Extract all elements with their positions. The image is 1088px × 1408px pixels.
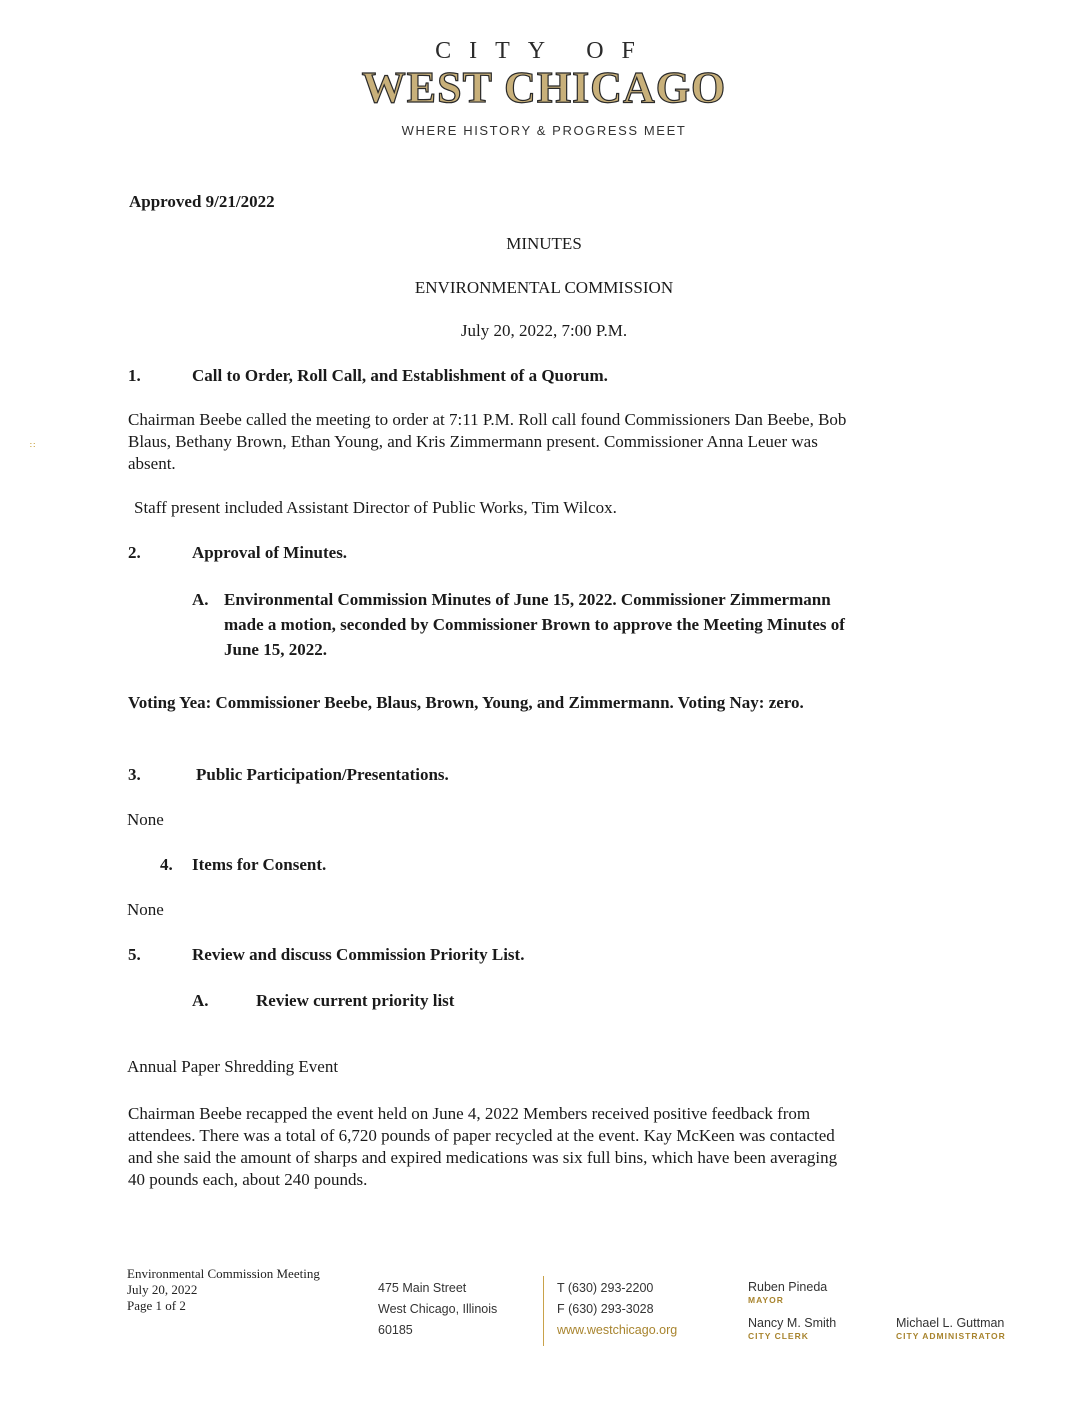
- section-5a-heading: Review current priority list: [256, 991, 455, 1010]
- section-5-heading: Review and discuss Commission Priority List.: [192, 945, 525, 964]
- section-4-number: 4.: [160, 855, 173, 874]
- section-1-heading: Call to Order, Roll Call, and Establishment of a Quorum.: [192, 366, 608, 385]
- section-4-heading: Items for Consent.: [192, 855, 327, 874]
- mayor-name: Ruben Pineda: [748, 1280, 828, 1294]
- section-2a-line-2: made a motion, seconded by Commissioner Brown to approve the Meeting Minutes of: [224, 615, 845, 634]
- footer-address: [378, 1278, 497, 1341]
- letterhead-tagline: WHERE HISTORY & PROGRESS MEET: [401, 123, 687, 138]
- section-2a-label: A.: [192, 590, 209, 609]
- commission-name: ENVIRONMENTAL COMMISSION: [414, 278, 674, 297]
- footer-divider: [543, 1276, 544, 1346]
- footer-contact: [557, 1278, 677, 1341]
- section-5a-label: A.: [192, 991, 209, 1010]
- shredding-paragraph-line-3: and she said the amount of sharps and expired medications was six full bins, which have been averaging: [128, 1148, 838, 1167]
- section-1-paragraph-line-1: Chairman Beebe called the meeting to order at 7:11 P.M. Roll call found Commissioners Dan Beebe, Bob: [128, 410, 847, 429]
- section-3-number: 3.: [128, 765, 141, 784]
- mayor-title: MAYOR: [748, 1295, 784, 1305]
- shredding-paragraph-line-1: Chairman Beebe recapped the event held on June 4, 2022 Members received positive feedback from: [128, 1104, 811, 1123]
- approved-date: Approved 9/21/2022: [129, 192, 275, 211]
- section-2a-line-3: June 15, 2022.: [224, 640, 327, 659]
- section-1-paragraph-line-3: absent.: [128, 454, 176, 473]
- staff-present: Staff present included Assistant Director of Public Works, Tim Wilcox.: [134, 498, 617, 517]
- vote-result: Voting Yea: Commissioner Beebe, Blaus, Brown, Young, and Zimmermann. Voting Nay: zero.: [128, 693, 804, 712]
- shredding-event-title: Annual Paper Shredding Event: [127, 1057, 339, 1076]
- section-2-number: 2.: [128, 543, 141, 562]
- administrator-name: Michael L. Guttman: [896, 1316, 1005, 1330]
- section-2a-line-1: Environmental Commission Minutes of June 15, 2022. Commissioner Zimmermann: [224, 590, 831, 609]
- letterhead-city-name: WEST CHICAGO: [361, 63, 727, 112]
- footer-clerk: [748, 1316, 836, 1341]
- section-1-number: 1.: [128, 366, 141, 385]
- footer-phone: T (630) 293-2200: [557, 1281, 654, 1295]
- document-title: MINUTES: [506, 234, 582, 253]
- shredding-paragraph-line-4: 40 pounds each, about 240 pounds.: [128, 1170, 368, 1189]
- footer-address-street: 475 Main Street: [378, 1281, 467, 1295]
- footer-meeting-date: July 20, 2022: [127, 1282, 198, 1297]
- footer-website-link[interactable]: www.westchicago.org: [557, 1323, 678, 1337]
- letterhead-city-of: CITY OF: [435, 38, 653, 64]
- footer-fax: F (630) 293-3028: [557, 1302, 654, 1316]
- section-4-body: None: [127, 900, 164, 919]
- margin-mark: ∷: [30, 441, 36, 450]
- clerk-name: Nancy M. Smith: [748, 1316, 837, 1330]
- section-5-number: 5.: [128, 945, 141, 964]
- section-3-body: None: [127, 810, 164, 829]
- shredding-paragraph-line-2: attendees. There was a total of 6,720 pounds of paper recycled at the event. Kay McKeen was contacted: [128, 1126, 835, 1145]
- footer-address-zip: 60185: [378, 1323, 413, 1337]
- footer-address-city: West Chicago, Illinois: [378, 1302, 498, 1316]
- meeting-date: July 20, 2022, 7:00 P.M.: [460, 321, 628, 340]
- section-3-heading: Public Participation/Presentations.: [196, 765, 449, 784]
- footer-administrator: [896, 1316, 1006, 1341]
- footer-page-number: Page 1 of 2: [127, 1298, 186, 1313]
- footer-meeting-info: [127, 1266, 320, 1314]
- clerk-title: CITY CLERK: [748, 1331, 809, 1341]
- footer-meeting-name: Environmental Commission Meeting: [127, 1266, 320, 1281]
- footer-mayor: [748, 1280, 827, 1305]
- section-1-paragraph-line-2: Blaus, Bethany Brown, Ethan Young, and Kris Zimmermann present. Commissioner Anna Leuer was: [128, 432, 818, 451]
- section-2-heading: Approval of Minutes.: [192, 543, 348, 562]
- administrator-title: CITY ADMINISTRATOR: [896, 1331, 1006, 1341]
